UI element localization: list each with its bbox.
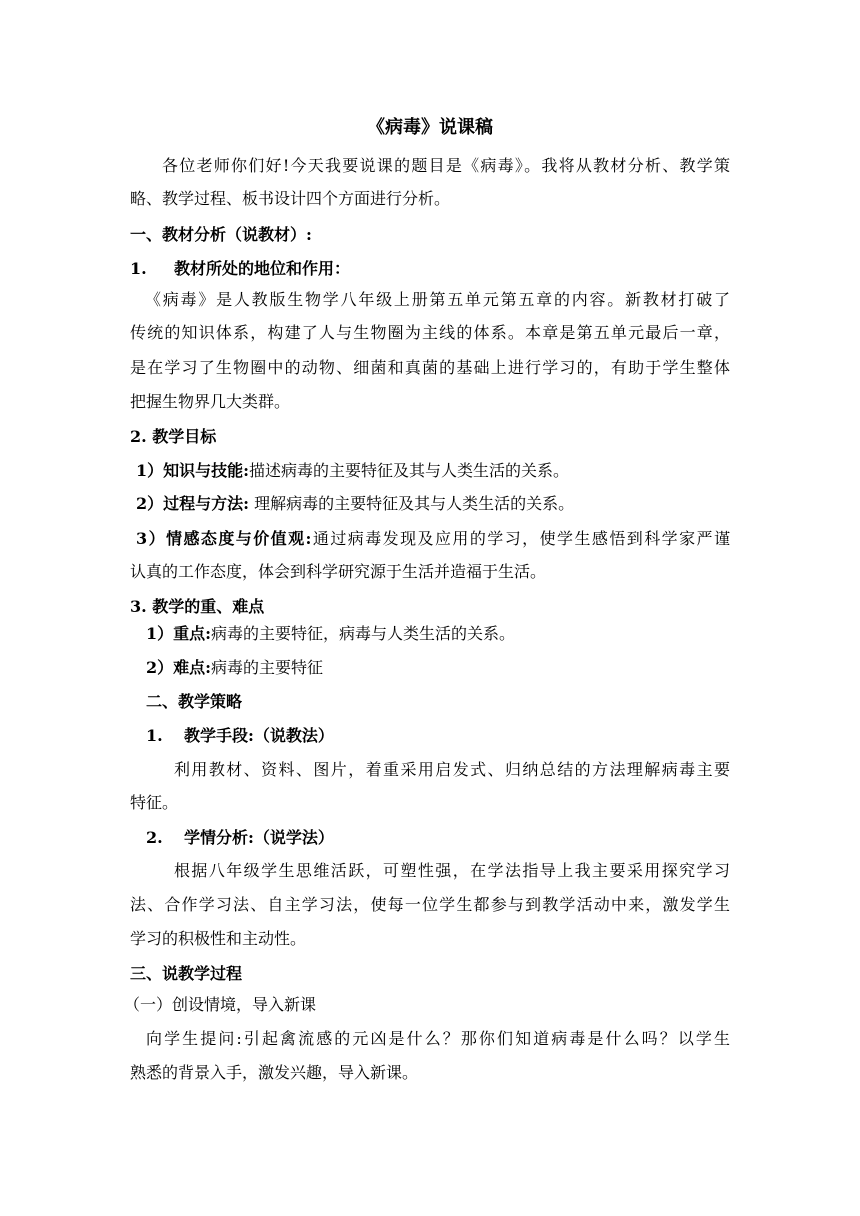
position-line-1: 《病毒》是人教版生物学八年级上册第五单元第五章的内容。新教材打破了 [145,290,730,309]
learning-line-3: 学习的积极性和主动性。 [130,929,307,948]
goal-label: 3）情感态度与价值观: [136,529,312,548]
item-heading-learning [146,827,746,849]
goal-attitude [136,528,730,550]
item-number: 1. [130,259,147,278]
position-line-2: 传统的知识体系，构建了人与生物圈为主线的体系。本章是第五单元最后一章， [130,323,730,342]
goal-text: 理解病毒的主要特征及其与人类生活的关系。 [254,494,575,513]
section-heading-process: 三、说教学过程 [130,964,243,983]
goal-label: 2）过程与方法: [136,494,250,513]
page-title: 《病毒》说课稿 [367,117,493,138]
goal-text: 描述病毒的主要特征及其与人类生活的关系。 [249,461,570,480]
keypoint-label: 2）难点: [146,658,212,677]
method-line-2: 特征。 [130,793,179,812]
item-heading-position [130,258,730,280]
item-heading-keypoints: 3. 教学的重、难点 [130,597,265,616]
goal-label: 1）知识与技能: [136,461,250,480]
process-line-1: 向学生提问:引起禽流感的元凶是什么？那你们知道病毒是什么吗？以学生 [146,1029,730,1048]
keypoint-label: 1）重点: [146,624,212,643]
intro-line-1: 各位老师你们好!今天我要说课的题目是《病毒》。我将从教材分析、教学策 [162,156,730,175]
section-heading-textbook: 一、教材分析（说教材）: [130,225,312,244]
item-label: 教学手段:（说教法） [184,726,334,745]
keypoint-text: 病毒的主要特征，病毒与人类生活的关系。 [211,624,516,643]
learning-line-2: 法、合作学习法、自主学习法，使每一位学生都参与到教学活动中来，激发学生 [130,895,730,914]
intro-line-2: 略、教学过程、板书设计四个方面进行分析。 [130,189,451,208]
item-label: 教材所处的地位和作用： [174,259,351,278]
goal-text: 通过病毒发现及应用的学习，使学生感悟到科学家严谨 [311,529,730,548]
goal-attitude-line-2: 认真的工作态度，体会到科学研究源于生活并造福于生活。 [130,562,547,581]
process-line-2: 熟悉的背景入手，激发兴趣，导入新课。 [130,1063,419,1082]
subsection-heading-intro: （一）创设情境，导入新课 [124,995,317,1014]
keypoint-difficult [146,657,746,679]
keypoint-important [146,623,746,645]
item-label: 学情分析:（说学法） [184,828,334,847]
method-line-1: 利用教材、资料、图片，着重采用启发式、归纳总结的方法理解病毒主要 [174,760,730,779]
position-line-4: 把握生物界几大类群。 [130,392,291,411]
item-number: 1. [146,726,163,745]
learning-line-1: 根据八年级学生思维活跃，可塑性强，在学法指导上我主要采用探究学习 [174,861,730,880]
keypoint-text: 病毒的主要特征 [211,658,324,677]
section-heading-strategy: 二、教学策略 [146,692,243,711]
goal-knowledge [136,460,736,482]
position-line-3: 是在学习了生物圈中的动物、细菌和真菌的基础上进行学习的，有助于学生整体 [130,358,730,377]
item-number: 2. [146,828,163,847]
item-heading-goals: 2. 教学目标 [130,427,217,446]
item-heading-method [146,725,746,747]
goal-process [136,493,736,515]
